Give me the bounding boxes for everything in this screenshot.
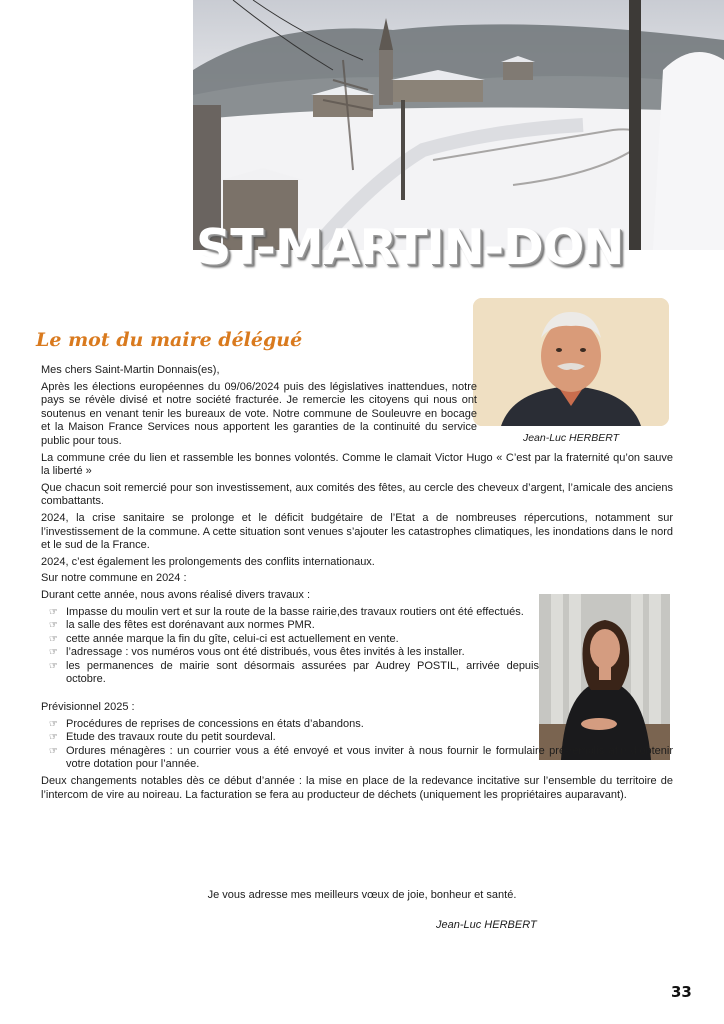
pointing-hand-icon: ☞ — [49, 732, 58, 744]
closing-line: Je vous adresse mes meilleurs vœux de joie, bonheur et santé. — [207, 889, 517, 901]
paragraph: La commune crée du lien et rassemble les bonnes volontés. Comme le clamait Victor Hugo « C’est par la fraternité qu’on sauve la liberté » — [41, 451, 673, 478]
pointing-hand-icon: ☞ — [49, 633, 58, 645]
forecast-title: Prévisionnel 2025 : — [41, 701, 135, 714]
paragraph: 2024, la crise sanitaire se prolonge et le déficit budgétaire de l’Etat a de nombreuses répercutions, notamment sur l’investissement de la commune. A cette situation sont venues s’ajouter les catastrophes climatiques, les inondations dans le nord et le sud de la France. — [41, 511, 673, 552]
page-number: 33 — [671, 983, 692, 1001]
pointing-hand-icon: ☞ — [49, 620, 58, 632]
pointing-hand-icon: ☞ — [49, 745, 58, 757]
works-list — [41, 606, 539, 688]
forecast-list — [41, 718, 673, 772]
paragraph: Que chacun soit remercié pour son investissement, aux comités des fêtes, au cercle des cheveux d’argent, l’amicale des anciens combattants. — [41, 481, 673, 508]
list-item: ☞ les permanences de mairie sont désormais assurées par Audrey POSTIL, arrivée depuis octobre. — [49, 659, 539, 686]
list-item: ☞ Ordures ménagères : un courrier vous a été envoyé et vous inviter à nous fournir le formulaire pré-remplis afin d’obtenir votre dotation pour l’année. — [49, 744, 673, 771]
list-item: ☞ cette année marque la fin du gîte, celui-ci est actuellement en vente. — [49, 632, 399, 645]
pointing-hand-icon: ☞ — [49, 647, 58, 659]
portrait-caption: Jean-Luc HERBERT — [522, 432, 620, 444]
paragraph: 2024, c’est également les prolongements des conflits internationaux. — [41, 555, 375, 568]
town-name-title: ST-MARTIN-DON — [196, 219, 624, 276]
section-title: Le mot du maire délégué — [36, 329, 303, 351]
greeting: Mes chers Saint-Martin Donnais(es), — [41, 364, 220, 376]
paragraph: Durant cette année, nous avons réalisé divers travaux : — [41, 588, 311, 601]
pointing-hand-icon: ☞ — [49, 718, 58, 730]
paragraph: Après les élections européennes du 09/06/2024 puis des législatives inattendues, notre pays se révèle divisé et notre société fracturée. Je remercie les citoyens qui nous ont soutenus en venant tenir les bureaux de vote. Notre commune de Souleuvre en bocage et la Maison France Services nous apportent les garanties de la continuité du service public pour tous. — [41, 380, 477, 447]
pointing-hand-icon: ☞ — [49, 660, 58, 672]
pointing-hand-icon: ☞ — [49, 606, 58, 618]
list-item: ☞ Procédures de reprises de concessions en états d’abandons. — [49, 717, 364, 730]
paragraph: Sur notre commune en 2024 : — [41, 572, 187, 585]
article-body — [41, 364, 673, 805]
list-item: ☞ Etude des travaux route du petit sourdeval. — [49, 731, 276, 744]
list-item: ☞ l’adressage : vos numéros vous ont été distribués, vous êtes invités à les installer. — [49, 646, 465, 659]
signature: Jean-Luc HERBERT — [436, 919, 537, 931]
paragraph: Deux changements notables dès ce début d’année : la mise en place de la redevance incitative sur l’ensemble du territoire de l’intercom de vire au noireau. La facturation se fera au producteur de déchets (uniquement les propriétaires auparavant). — [41, 775, 673, 801]
list-item: ☞ Impasse du moulin vert et sur la route de la basse rairie,des travaux routiers ont été effectués. — [49, 605, 524, 618]
list-item: ☞ la salle des fêtes est dorénavant aux normes PMR. — [49, 619, 315, 632]
